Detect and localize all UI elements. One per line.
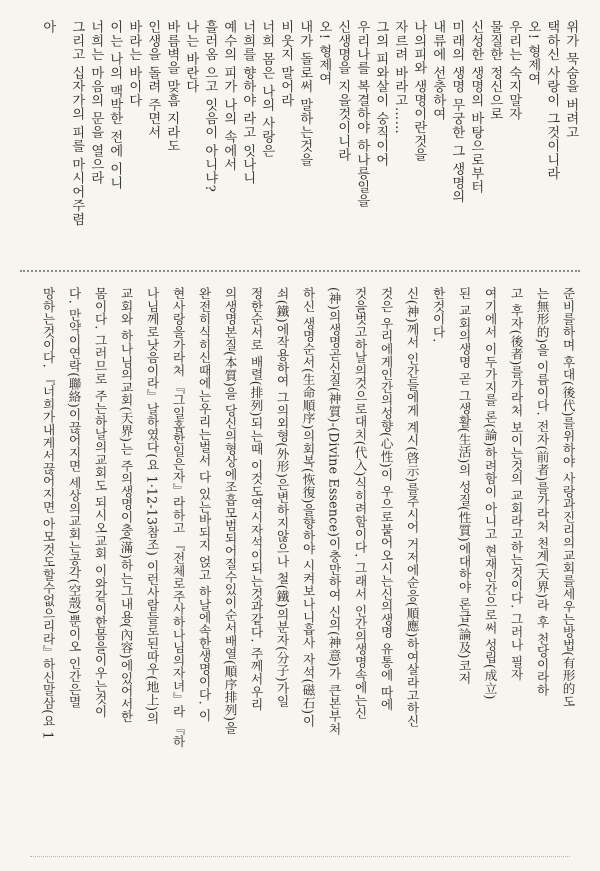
prose-line: 다. 만약이연락(聯絡)이끊어지면 세상의교회는공각(空殼)뿐이오 인간은멸 xyxy=(66,287,82,709)
poem-line: 바라는 바이다 xyxy=(126,20,142,107)
prose-line: 교회와 하나님의교회(天界)는 주의생명이충(滿)하는그내용(內容)에있어서한 xyxy=(118,287,134,723)
prose-line: (神)의생명곧신질(神質)-(Divine Essence)이충만하여 신의(神意)가 큰본부처 xyxy=(326,287,342,735)
poem-line: 우리나를 복결하야 하나릉일을 xyxy=(354,20,370,208)
poem-line: 나의피와 생명이란것을 xyxy=(411,20,427,162)
poem-line: 나는 바란다 xyxy=(183,20,199,94)
prose-line: 한것이다. xyxy=(430,287,446,343)
poem-line: 이는 나의 맥박한 전에 이니 xyxy=(107,20,123,190)
poem-line: 내가 돌로써 말하는것을 xyxy=(297,20,313,167)
poem-line: 택하신 사랑이 그것이니라 xyxy=(544,20,560,181)
poem-line: 물질한 정신으로 xyxy=(487,20,503,121)
prose-line: 완전히식히신때에는우리는벌서 다 있는바되지 얹고 하날에속한생명이다. 이 xyxy=(196,287,212,722)
prose-line: 된 교회의생명 곧 그생활(生活)의 성질(性質)에대하야 론급(論及)코저 xyxy=(456,287,472,685)
page-edge-marks xyxy=(30,856,570,857)
prose-line: 의생명본질(本質)을 당신의형상에조흡모범되어질수있이순서배열(順序排列)을 xyxy=(222,287,238,735)
poem-line: 내류에 선충하여 xyxy=(430,20,446,121)
poem-line: 비웃지 말어라 xyxy=(278,20,294,107)
prose-line: 몸이다. 그러므로 주는하날의교회도 되시오교회 이와같이한몸을이우는것이 xyxy=(92,287,108,718)
prose-line: 고 후자(後者)를가라처 보이는것의 교회라고하는것이다. 그러나 필자 xyxy=(508,287,524,681)
poem-line: 흘러옴 으고 잇음이 아니냐? xyxy=(202,20,218,193)
prose-line: 정한순서로 배렬(排列)되는때 이것도역시자석이되는것과같다. 주께서우리 xyxy=(248,287,264,711)
prose-line: 신(神)께서 인간들에게 계시(啓示)를주시어 거저에순응(順應)하여살라고하신 xyxy=(404,287,420,728)
prose-line: 것은 우리에게인간의성향(心性)이 우으로붙어오시는신의생명 유통에 따에 xyxy=(378,287,394,711)
poem-line: 미래의 생명 무궁한 그 생명의 xyxy=(449,20,465,204)
poem-line: 위가 묵숨을 버려고 xyxy=(563,20,579,139)
poem-line: 신성한 생명의 바탕으로부터 xyxy=(468,20,484,194)
prose-line: 현사랑을가라처 『그일홈한일은자』라하고 『전체로주사하나님의자녀』라 『하 xyxy=(170,287,186,748)
prose-line: 여기에서 이두가지를 론(論)하려함이 아니고 현재인간으로써 성립(成立) xyxy=(482,287,498,700)
poem-line: 너희 몸은 나의 사랑은 xyxy=(259,20,275,158)
poem-line: 인생을 돌려 주면서 xyxy=(145,20,161,139)
poem-line: 예수의 피가 나의 속에서 xyxy=(221,20,237,172)
prose-line: 준비를하며 후대(後代)를위하야 사랑과진리의교회를세우는방법(有形的도 xyxy=(560,287,576,708)
poem-line: 자르려 바라고…… xyxy=(392,20,408,135)
poem-line: 오! 형제여 xyxy=(316,20,332,86)
prose-line: 는無形的)을 이름이다. 전자(前者)를가라처 천계(天界)라 후 천당이라하 xyxy=(534,287,550,697)
poem-line: 신생명을 지을것이니라 xyxy=(335,20,351,162)
prose-line: 나님께로낫음이라』날하였다(요 1·12-13참조) 이런사람들로된따우(地上)의 xyxy=(144,287,160,724)
prose-line: 쇠(鐵)에작용하여 그의외형(外形)은변하지않으나 철(鐵)의분자(分子)가일 xyxy=(274,287,290,708)
poem-line: 너희는 마음의 문을 열으라 xyxy=(88,20,104,185)
poem-line: 그리고 십자가의 피를 마시어주렴 xyxy=(69,20,85,226)
poem-line: 바름벽을 맞흠 지라도 xyxy=(164,20,180,153)
poem-line: 너희를 향하야 라고 잇나니 xyxy=(240,20,256,185)
poem-line: 그의 피와살이 숭직이어 xyxy=(373,20,389,167)
section-divider xyxy=(20,270,580,272)
prose-line: 망하는것이다. 『너희가내게서끊어지면 아모것도할수없으리라』하신말삼(요 1 xyxy=(40,287,56,740)
poem-line: 오! 형제여 xyxy=(525,20,541,86)
prose-line: 것을벗고하날의것으로대치(代入)식히려함이다. 그래서 인간의생명속에는신 xyxy=(352,287,368,720)
poem-line: 아 xyxy=(40,20,56,34)
prose-line: 하신 생명순서(生命順序)의회복(恢復)을향하야 시켜보나니흡사 자석(磁石)이 xyxy=(300,287,316,728)
poem-line: 우리는 숙지말자 xyxy=(506,20,522,121)
